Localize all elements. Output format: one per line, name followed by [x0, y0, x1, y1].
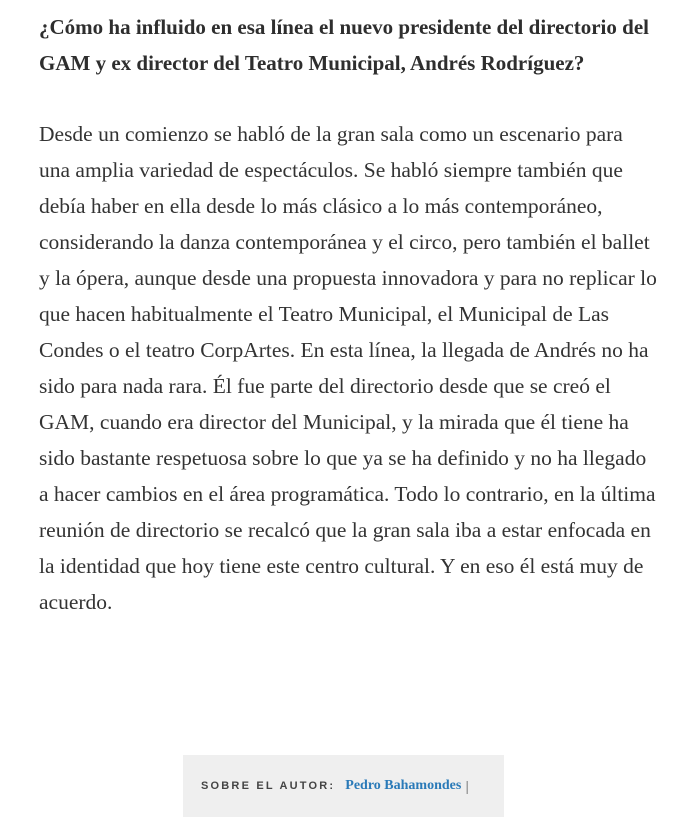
article-body	[39, 0, 659, 620]
author-box	[183, 755, 504, 817]
author-link[interactable]: Pedro Bahamondes	[345, 778, 462, 793]
author-separator: |	[465, 778, 469, 794]
interview-question: ¿Cómo ha influido en esa línea el nuevo presidente del directorio del GAM y ex director del Teatro Municipal, Andrés Rodríguez?	[39, 15, 649, 75]
interview-answer: Desde un comienzo se habló de la gran sala como un escenario para una amplia variedad de espectáculos. Se habló siempre también que debía haber en ella desde lo más clásico a lo más contemporáneo, considerando la danza contemporánea y el circo, pero también el ballet y la ópera, aunque desde una propuesta innovadora y para no replicar lo que hacen habitualmente el Teatro Municipal, el Municipal de Las Condes o el teatro CorpArtes. En esta línea, la llegada de Andrés no ha sido para nada rara. Él fue parte del directorio desde que se creó el GAM, cuando era director del Municipal, y la mirada que él tiene ha sido bastante respetuosa sobre lo que ya se ha definido y no ha llegado a hacer cambios en el área programática. Todo lo contrario, en la última reunión de directorio se recalcó que la gran sala iba a estar enfocada en la identidad que hoy tiene este centro cultural. Y en eso él está muy de acuerdo.	[39, 122, 657, 614]
author-label: SOBRE EL AUTOR:	[201, 780, 336, 792]
